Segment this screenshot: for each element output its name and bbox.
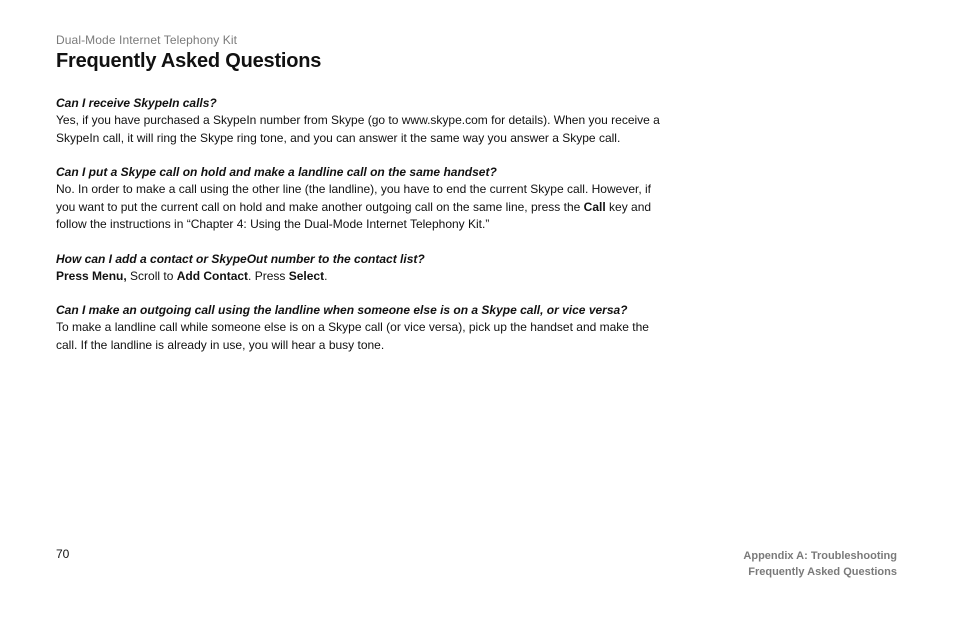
add-contact-label: Add Contact: [176, 268, 249, 283]
answer-text: Scroll to: [126, 268, 177, 283]
select-label: Select: [288, 268, 325, 283]
faq-question: How can I add a contact or SkypeOut number to the contact list?: [56, 251, 425, 266]
faq-answer: [56, 112, 666, 147]
faq-question: Can I receive SkypeIn calls?: [56, 96, 217, 110]
call-key-label: Call: [583, 199, 606, 214]
faq-answer: [56, 181, 666, 234]
faq-question: Can I make an outgoing call using the landline when someone else is on a Skype call, or vice versa?: [56, 303, 628, 317]
page-number: 70: [56, 547, 70, 561]
answer-text: you want to put the current call on hold and make another outgoing call on the same line, press the: [56, 199, 584, 214]
answer-text: key and: [605, 199, 652, 214]
page-title: Frequently Asked Questions: [56, 50, 322, 72]
faq-question: Can I put a Skype call on hold and make a landline call on the same handset?: [56, 165, 497, 179]
faq-item: [56, 164, 666, 234]
header-kicker: Dual-Mode Internet Telephony Kit: [56, 33, 238, 47]
faq-answer: [56, 268, 666, 286]
footer-section-title: Appendix A: Troubleshooting: [743, 550, 897, 562]
faq-list: [56, 95, 666, 371]
answer-line: To make a landline call while someone else is on a Skype call (or vice versa), pick up the handset and make the: [56, 320, 649, 334]
answer-line: SkypeIn call, it will ring the Skype ring tone, and you can answer it the same way you answer a Skype call.: [56, 130, 621, 145]
answer-line: No. In order to make a call using the other line (the landline), you have to end the current Skype call. However, if: [56, 182, 651, 196]
answer-line: follow the instructions in “Chapter 4: Using the Dual-Mode Internet Telephony Kit.”: [56, 217, 490, 231]
faq-answer: [56, 319, 666, 354]
answer-text: .: [324, 268, 328, 283]
faq-item: [56, 95, 666, 147]
footer-subsection-title: Frequently Asked Questions: [748, 566, 897, 578]
answer-line: call. If the landline is already in use, you will hear a busy tone.: [56, 337, 385, 352]
press-menu-label: Press Menu,: [56, 268, 127, 283]
faq-item: [56, 251, 666, 286]
faq-item: [56, 302, 666, 354]
answer-text: . Press: [248, 268, 289, 283]
answer-line: Yes, if you have purchased a SkypeIn number from Skype (go to www.skype.com for details). When you receive a: [56, 113, 660, 127]
footer-section: [743, 548, 897, 580]
